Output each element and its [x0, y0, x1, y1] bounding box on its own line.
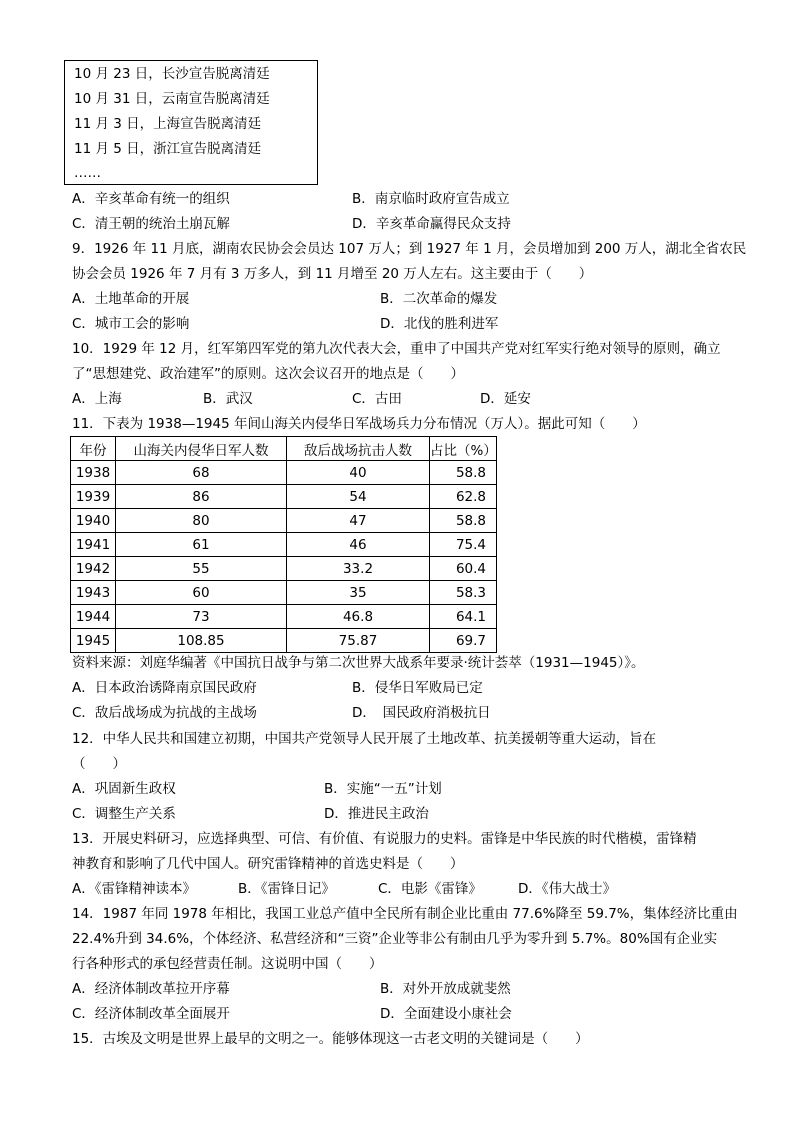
cell-year: 1941: [71, 533, 116, 557]
q10-stem-line-2: 了“思想建党、政治建军”的原则。这次会议召开的地点是（ ）: [72, 366, 464, 382]
cell-percentage: 58.8: [430, 509, 497, 533]
table-row: [71, 581, 497, 605]
header-year: 年份: [71, 437, 116, 461]
q11-source-note: 资料来源：刘庭华编著《中国抗日战争与第二次世界大战系年要录·统计荟萃（1931—1945）》。: [72, 655, 645, 671]
cell-rear: 40: [287, 461, 430, 485]
q9-stem-line-1: 9．1926 年 11 月底，湖南农民协会会员达 107 万人；到 1927 年 1 月，会员增加到 200 万人，湖北全省农民: [72, 241, 747, 257]
cell-year: 1939: [71, 485, 116, 509]
q8-option-d: D．辛亥革命赢得民众支持: [352, 216, 511, 232]
cell-year: 1938: [71, 461, 116, 485]
material-line: ……: [74, 165, 101, 181]
q13-option-c: C．电影《雷锋》: [378, 881, 482, 897]
q12-option-d: D．推进民主政治: [324, 806, 429, 822]
q13-stem-line-2: 神教育和影响了几代中国人。研究雷锋精神的首选史料是（ ）: [72, 856, 464, 872]
q12-stem-line-2: （ ）: [72, 756, 126, 772]
q14-stem-line-2: 22.4%升到 34.6%，个体经济、私营经济和“三资”企业等非公有制由几乎为零升到 5.7%。80%国有企业实: [72, 931, 718, 947]
cell-rear: 54: [287, 485, 430, 509]
q8-option-b: B．南京临时政府宣告成立: [352, 191, 510, 207]
cell-troops: 68: [116, 461, 287, 485]
cell-troops: 108.85: [116, 629, 287, 653]
cell-rear: 46.8: [287, 605, 430, 629]
q11-option-d: D． 国民政府消极抗日: [352, 705, 491, 721]
q13-stem-line-1: 13．开展史料研习，应选择典型、可信、有价值、有说服力的史料。雷锋是中华民族的时代楷模，雷锋精: [72, 831, 697, 847]
table-row: [71, 557, 497, 581]
cell-troops: 61: [116, 533, 287, 557]
q14-option-b: B．对外开放成就斐然: [380, 981, 511, 997]
q14-option-a: A．经济体制改革拉开序幕: [72, 981, 230, 997]
cell-percentage: 64.1: [430, 605, 497, 629]
q10-option-b: B．武汉: [203, 391, 253, 407]
cell-percentage: 69.7: [430, 629, 497, 653]
cell-year: 1943: [71, 581, 116, 605]
cell-year: 1940: [71, 509, 116, 533]
material-line: 10 月 23 日，长沙宣告脱离清廷: [74, 66, 270, 82]
material-box: [64, 60, 318, 185]
table-row: [71, 509, 497, 533]
material-line: 11 月 5 日，浙江宣告脱离清廷: [74, 141, 262, 157]
q15-stem: 15．古埃及文明是世界上最早的文明之一。能够体现这一古老文明的关键词是（ ）: [72, 1031, 589, 1047]
cell-troops: 73: [116, 605, 287, 629]
q12-stem-line-1: 12．中华人民共和国建立初期，中国共产党领导人民开展了土地改革、抗美援朝等重大运动，旨在: [72, 731, 657, 747]
cell-troops: 60: [116, 581, 287, 605]
header-rear-battlefield: 敌后战场抗击人数: [287, 437, 430, 461]
q14-option-d: D．全面建设小康社会: [380, 1006, 512, 1022]
q14-stem-line-3: 行各种形式的承包经营责任制。这说明中国（ ）: [72, 956, 383, 972]
q11-option-a: A．日本政治诱降南京国民政府: [72, 680, 257, 696]
table-row: [71, 461, 497, 485]
q12-option-c: C．调整生产关系: [72, 806, 176, 822]
q13-option-d: D．《伟大战士》: [518, 881, 617, 897]
cell-troops: 55: [116, 557, 287, 581]
table-row: [71, 629, 497, 653]
q9-option-a: A．土地革命的开展: [72, 291, 190, 307]
table-header-row: [71, 437, 497, 461]
q9-option-c: C．城市工会的影响: [72, 316, 190, 332]
q14-option-c: C．经济体制改革全面展开: [72, 1006, 230, 1022]
q11-option-c: C．敌后战场成为抗战的主战场: [72, 705, 257, 721]
table-row: [71, 605, 497, 629]
q11-option-b: B．侵华日军败局已定: [352, 680, 483, 696]
table-row: [71, 485, 497, 509]
cell-percentage: 58.3: [430, 581, 497, 605]
cell-percentage: 75.4: [430, 533, 497, 557]
q10-option-d: D．延安: [480, 391, 531, 407]
cell-troops: 86: [116, 485, 287, 509]
q12-option-a: A．巩固新生政权: [72, 781, 176, 797]
q8-option-c: C．清王朝的统治土崩瓦解: [72, 216, 230, 232]
material-line: 11 月 3 日，上海宣告脱离清廷: [74, 116, 262, 132]
material-line: 10 月 31 日，云南宣告脱离清廷: [74, 91, 270, 107]
q13-option-a: A．《雷锋精神读本》: [72, 881, 196, 897]
q12-option-b: B．实施“一五”计划: [324, 781, 442, 797]
q9-option-b: B．二次革命的爆发: [380, 291, 498, 307]
cell-rear: 33.2: [287, 557, 430, 581]
q10-stem-line-1: 10．1929 年 12 月，红军第四军党的第九次代表大会，重申了中国共产党对红军实行绝对领导的原则，确立: [72, 341, 721, 357]
cell-rear: 47: [287, 509, 430, 533]
table-row: [71, 533, 497, 557]
q8-option-a: A．辛亥革命有统一的组织: [72, 191, 230, 207]
cell-percentage: 60.4: [430, 557, 497, 581]
cell-rear: 75.87: [287, 629, 430, 653]
q10-option-a: A．上海: [72, 391, 122, 407]
cell-rear: 46: [287, 533, 430, 557]
cell-year: 1945: [71, 629, 116, 653]
q11-stem: 11．下表为 1938—1945 年间山海关内侵华日军战场兵力分布情况（万人）。据此可知（ ）: [72, 416, 646, 432]
q9-option-d: D．北伐的胜利进军: [380, 316, 499, 332]
q10-option-c: C．古田: [352, 391, 402, 407]
cell-percentage: 62.8: [430, 485, 497, 509]
cell-rear: 35: [287, 581, 430, 605]
q13-option-b: B．《雷锋日记》: [238, 881, 336, 897]
header-japanese-troops: 山海关内侵华日军人数: [116, 437, 287, 461]
q9-stem-line-2: 协会会员 1926 年 7 月有 3 万多人，到 11 月增至 20 万人左右。这主要由于（ ）: [72, 266, 593, 282]
q14-stem-line-1: 14．1987 年同 1978 年相比，我国工业总产值中全民所有制企业比重由 77.6%降至 59.7%，集体经济比重由: [72, 906, 738, 922]
cell-percentage: 58.8: [430, 461, 497, 485]
header-percentage: 占比（%）: [430, 437, 497, 461]
troop-distribution-table: [70, 436, 497, 653]
cell-year: 1942: [71, 557, 116, 581]
cell-year: 1944: [71, 605, 116, 629]
cell-troops: 80: [116, 509, 287, 533]
